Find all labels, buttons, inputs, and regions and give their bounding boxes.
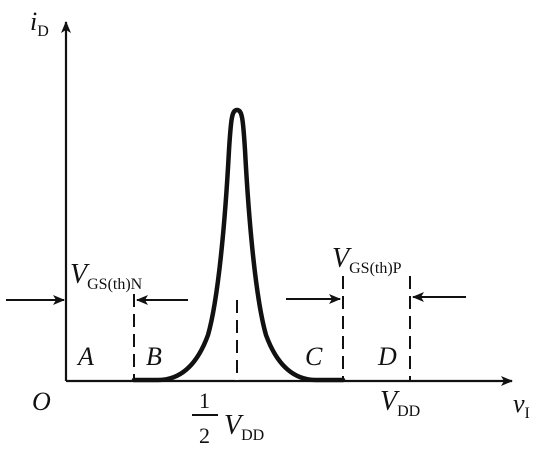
threshold-n-label: VGS(th)N <box>70 259 143 293</box>
region-b-label: B <box>146 342 162 371</box>
region-d-label: D <box>378 342 397 371</box>
x-axis-label: vI <box>513 389 530 422</box>
region-a-label: A <box>78 342 94 371</box>
origin-label: O <box>32 387 51 416</box>
half-vdd-denominator: 2 <box>199 423 210 448</box>
vdd-label: VDD <box>380 386 421 420</box>
y-axis-label: iD <box>30 7 49 40</box>
half-vdd-label: VDD <box>224 410 265 444</box>
threshold-p-label: VGS(th)P <box>332 243 402 277</box>
drain-current-curve <box>134 110 343 380</box>
half-vdd-numerator: 1 <box>199 388 210 413</box>
region-c-label: C <box>305 342 323 371</box>
